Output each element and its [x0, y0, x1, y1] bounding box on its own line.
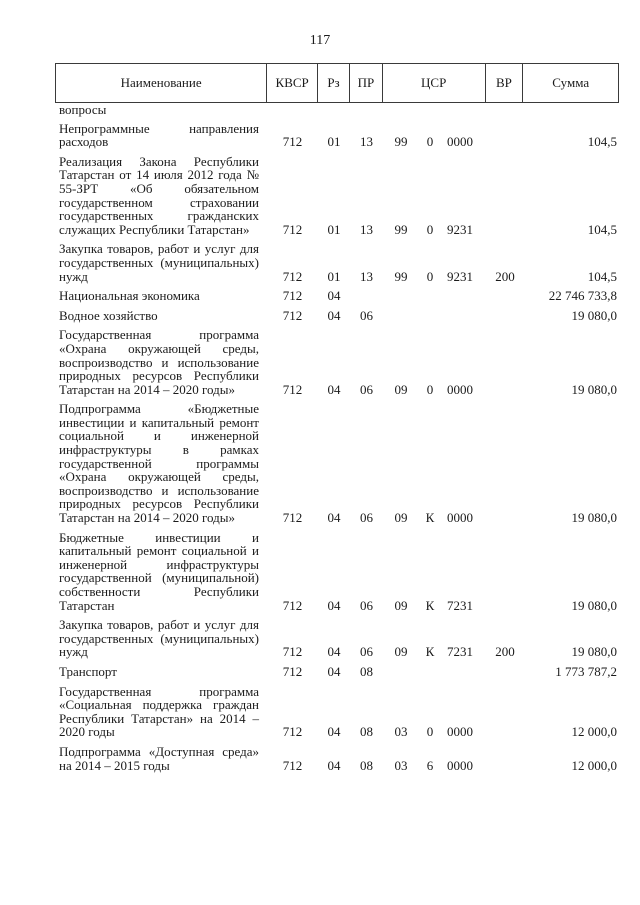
table-row: [55, 682, 619, 742]
row-vr: 200: [495, 268, 515, 284]
row-sum: 12 000,0: [571, 724, 617, 740]
row-csr-direction: 0000: [447, 381, 473, 397]
column-header-rz: Рз: [318, 64, 350, 102]
row-name: Национальная экономика: [59, 288, 200, 304]
row-pr: 08: [360, 757, 373, 773]
row-pr: 13: [360, 268, 373, 284]
row-pr: 08: [360, 663, 373, 679]
row-kvsr: 712: [282, 597, 303, 613]
table-row: [55, 399, 619, 527]
row-kvsr: 712: [282, 268, 303, 284]
row-pr: 06: [360, 381, 373, 397]
row-csr-direction: 0000: [447, 757, 473, 773]
row-csr-direction: 0000: [447, 724, 473, 740]
row-kvsr: 712: [282, 724, 303, 740]
row-csr-program: 99: [394, 268, 408, 284]
row-name: Закупка товаров, работ и услуг для государственных (муниципальных) нужд: [59, 617, 259, 660]
row-sum: 19 080,0: [571, 381, 617, 397]
row-pr: 06: [360, 307, 373, 323]
row-rz: 04: [327, 724, 341, 740]
row-name: Водное хозяйство: [59, 307, 158, 323]
row-name: Бюджетные инвестиции и капитальный ремонт социальной и инженерной инфраструктуры государственной (муниципальной) собственности Республики Татарстан: [59, 529, 259, 613]
row-rz: 01: [327, 134, 341, 150]
row-pr: 06: [360, 510, 373, 526]
row-sum: 19 080,0: [571, 307, 617, 323]
column-header-kvsr: КВСР: [267, 64, 318, 102]
row-sum: 1 773 787,2: [555, 663, 617, 679]
row-csr-direction: 9231: [447, 268, 473, 284]
row-rz: 04: [327, 307, 341, 323]
column-header-pr: ПР: [350, 64, 383, 102]
row-pr: 13: [360, 134, 373, 150]
table-row: [55, 615, 619, 662]
row-name: Закупка товаров, работ и услуг для государственных (муниципальных) нужд: [59, 241, 259, 284]
row-vr: 200: [495, 644, 515, 660]
row-csr-subprogram: 6: [426, 757, 434, 773]
row-name: Непрограммные направления расходов: [59, 120, 259, 150]
row-kvsr: 712: [282, 757, 303, 773]
row-sum: 104,5: [587, 221, 617, 237]
row-sum: 104,5: [587, 268, 617, 284]
row-sum: 19 080,0: [571, 597, 617, 613]
table-row: [55, 239, 619, 286]
table-row: [55, 662, 619, 682]
row-csr-program: 09: [394, 644, 408, 660]
table-header: [55, 63, 619, 103]
table-row: [55, 152, 619, 240]
column-header-csr: ЦСР: [383, 64, 486, 102]
row-kvsr: 712: [282, 288, 303, 304]
row-pr: 06: [360, 644, 373, 660]
table-row: [55, 119, 619, 152]
table-row: [55, 306, 619, 326]
row-rz: 04: [327, 288, 341, 304]
row-csr-direction: 7231: [447, 597, 473, 613]
row-csr-subprogram: 0: [426, 134, 434, 150]
row-name: Государственная программа «Охрана окружающей среды, воспроизводство и использование природных ресурсов Республики Татарстан на 2014 – 2020 годы»: [59, 327, 259, 397]
row-csr-program: 99: [394, 221, 408, 237]
budget-table-body: [55, 103, 619, 775]
row-csr-program: 09: [394, 510, 408, 526]
row-rz: 04: [327, 510, 341, 526]
row-kvsr: 712: [282, 221, 303, 237]
row-name: Подпрограмма «Бюджетные инвестиции и капитальный ремонт социальной и инженерной инфраструктуры в рамках государственной программы «Охрана окружающей среды, воспроизводство и использование природных ресурсов Республики Татарстан на 2014 – 2020 годы»: [59, 401, 259, 526]
table-row: [55, 103, 619, 119]
row-rz: 04: [327, 597, 341, 613]
page-number: 117: [309, 33, 331, 48]
row-kvsr: 712: [282, 381, 303, 397]
row-pr: 13: [360, 221, 373, 237]
row-csr-subprogram: К: [425, 510, 435, 526]
row-csr-program: 03: [394, 757, 408, 773]
row-csr-direction: 0000: [447, 134, 473, 150]
row-kvsr: 712: [282, 510, 303, 526]
row-rz: 04: [327, 381, 341, 397]
row-csr-subprogram: 0: [426, 268, 434, 284]
row-name: вопросы: [59, 102, 107, 117]
row-csr-subprogram: К: [425, 644, 435, 660]
row-sum: 12 000,0: [571, 757, 617, 773]
row-csr-program: 99: [394, 134, 408, 150]
row-sum: 19 080,0: [571, 510, 617, 526]
row-name: Транспорт: [59, 663, 117, 679]
row-csr-subprogram: 0: [426, 221, 434, 237]
row-name: Государственная программа «Социальная поддержка граждан Республики Татарстан» на 2014 – 2020 годы: [59, 683, 259, 740]
row-csr-direction: 0000: [447, 510, 473, 526]
row-csr-direction: 9231: [447, 221, 473, 237]
table-row: [55, 528, 619, 616]
column-header-sum: Сумма: [552, 75, 590, 90]
row-csr-subprogram: 0: [426, 381, 434, 397]
row-name: Подпрограмма «Доступная среда» на 2014 – 2015 годы: [59, 743, 259, 773]
row-rz: 01: [327, 221, 341, 237]
row-kvsr: 712: [282, 134, 303, 150]
row-csr-program: 03: [394, 724, 408, 740]
row-sum: 22 746 733,8: [548, 288, 617, 304]
row-csr-program: 09: [394, 381, 408, 397]
column-header-name: Наименование: [56, 64, 267, 102]
column-header-vr: ВР: [486, 64, 524, 102]
row-sum: 19 080,0: [571, 644, 617, 660]
table-row: [55, 286, 619, 306]
row-csr-subprogram: 0: [426, 724, 434, 740]
row-rz: 04: [327, 757, 341, 773]
table-row: [55, 325, 619, 399]
row-kvsr: 712: [282, 307, 303, 323]
row-name: Реализация Закона Республики Татарстан от 14 июля 2012 года № 55-ЗРТ «Об обязательном государственном страховании государственных гражданских служащих Республики Татарстан»: [59, 153, 259, 237]
row-pr: 08: [360, 724, 373, 740]
table-row: [55, 742, 619, 775]
row-rz: 04: [327, 644, 341, 660]
row-csr-subprogram: К: [425, 597, 435, 613]
row-sum: 104,5: [587, 134, 617, 150]
row-rz: 04: [327, 663, 341, 679]
row-kvsr: 712: [282, 663, 303, 679]
row-rz: 01: [327, 268, 341, 284]
row-pr: 06: [360, 597, 373, 613]
row-csr-program: 09: [394, 597, 408, 613]
row-kvsr: 712: [282, 644, 303, 660]
row-csr-direction: 7231: [447, 644, 473, 660]
